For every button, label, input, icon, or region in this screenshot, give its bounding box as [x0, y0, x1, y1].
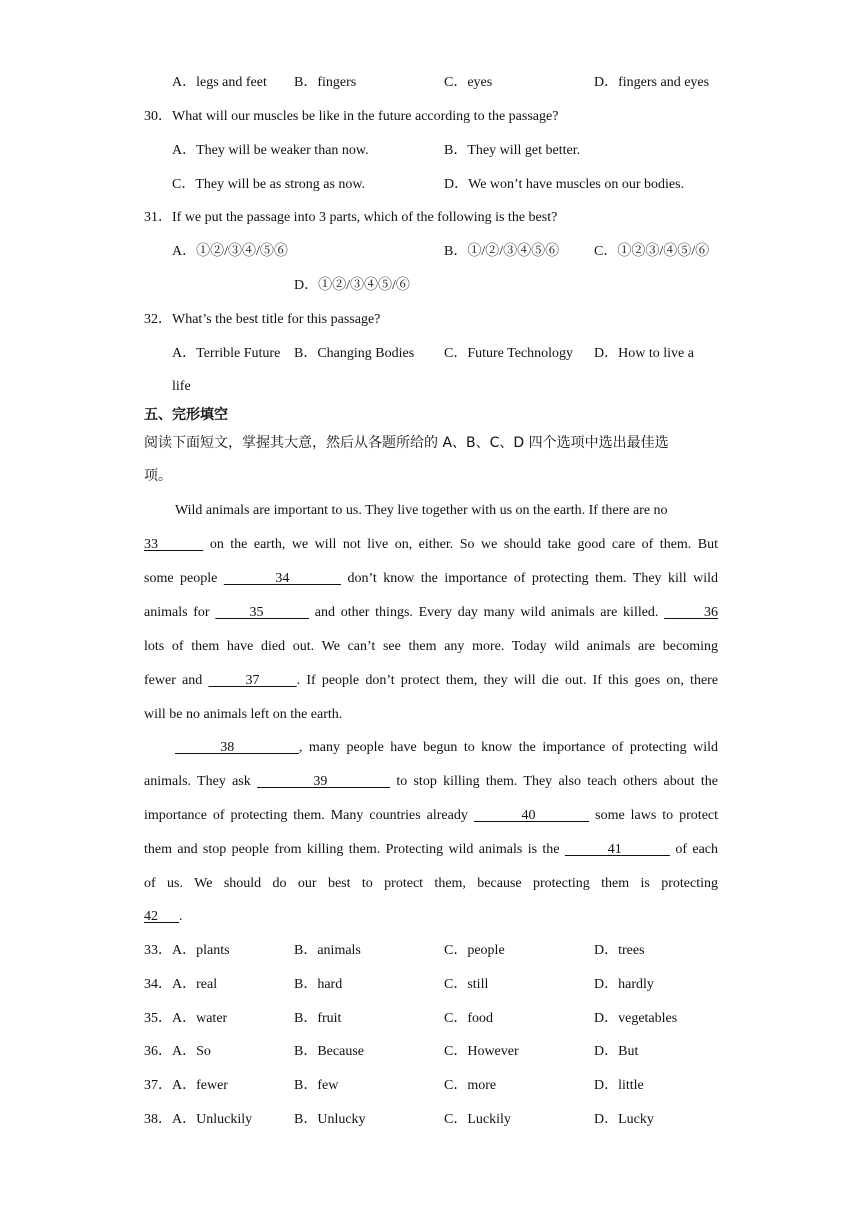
q31-stem: 31．If we put the passage into 3 parts, which of the following is the best? [144, 210, 558, 225]
q31-option-b: B．①/②/③④⑤⑥ [444, 244, 560, 259]
passage-line: Wild animals are important to us. They live together with us on the earth. If there are no [175, 503, 668, 518]
q30-option-a: A．They will be weaker than now. [172, 143, 369, 158]
passage-line: 33 on the earth, we will not live on, either. So we should take good care of them. But [144, 537, 719, 552]
blank-38: 38 [220, 740, 235, 755]
passage-line: importance of protecting them. Many countries already 40 some laws to protect [144, 808, 719, 823]
section-instruction: 阅读下面短文，掌握其大意，然后从各题所给的 A、B、C、D 四个选项中选出最佳选 [144, 435, 669, 451]
blank-37: 37 [245, 673, 260, 688]
q30-option-d: D．We won’t have muscles on our bodies. [444, 177, 685, 192]
q29-option-c: C．eyes [444, 75, 493, 90]
q32-option-b: B．Changing Bodies [294, 346, 415, 361]
q32-option-a: A．Terrible Future [172, 346, 281, 361]
blank-41: 41 [607, 842, 622, 857]
passage-line: some people 34 don’t know the importance of protecting them. They kill wild [144, 571, 719, 586]
q29-option-b: B．fingers [294, 75, 357, 90]
q30-option-c: C．They will be as strong as now. [172, 177, 366, 192]
section-instruction-cont: 项。 [144, 468, 172, 484]
q29-option-d: D．fingers and eyes [594, 75, 710, 90]
q32-option-d-wrap: life [172, 379, 191, 394]
blank-42: 42 [144, 909, 158, 924]
passage-line: fewer and 37 . If people don’t protect them, they will die out. If this goes on, there [144, 673, 719, 688]
q32-option-d: D．How to live a [594, 346, 694, 361]
passage-line: them and stop people from killing them. Protecting wild animals is the 41 of each [144, 842, 718, 857]
q32-stem: 32．What’s the best title for this passage? [144, 312, 381, 327]
q31-option-c: C．①②③/④⑤/⑥ [594, 244, 710, 259]
section-heading: 五、完形填空 [144, 407, 228, 423]
passage-line: animals for 35 and other things. Every day many wild animals are killed. 36 [144, 605, 719, 620]
q30-option-b: B．They will get better. [444, 143, 581, 158]
blank-35: 35 [249, 605, 264, 620]
q29-option-a: A．legs and feet [172, 75, 267, 90]
q31-option-a: A．①②/③④/⑤⑥ [172, 244, 288, 259]
passage-line: of us. We should do our best to protect them, because protecting them is protecting [144, 876, 718, 891]
q31-option-d: D．①②/③④⑤/⑥ [294, 278, 410, 293]
passage-line: 38 , many people have begun to know the importance of protecting wild [175, 739, 718, 757]
passage-line: animals. They ask 39 to stop killing them. They also teach others about the [144, 774, 719, 789]
passage-line: will be no animals left on the earth. [144, 707, 343, 722]
q32-option-c: C．Future Technology [444, 346, 574, 361]
blank-33: 33 [144, 537, 158, 552]
passage-line: 42 . [144, 909, 183, 924]
q30-stem: 30．What will our muscles be like in the future according to the passage? [144, 109, 559, 124]
blank-36: 36 [704, 605, 719, 620]
passage-line: lots of them have died out. We can’t see them any more. Today wild animals are becoming [144, 639, 718, 654]
blank-39: 39 [313, 774, 328, 789]
blank-34: 34 [275, 571, 290, 586]
blank-40: 40 [521, 808, 536, 823]
